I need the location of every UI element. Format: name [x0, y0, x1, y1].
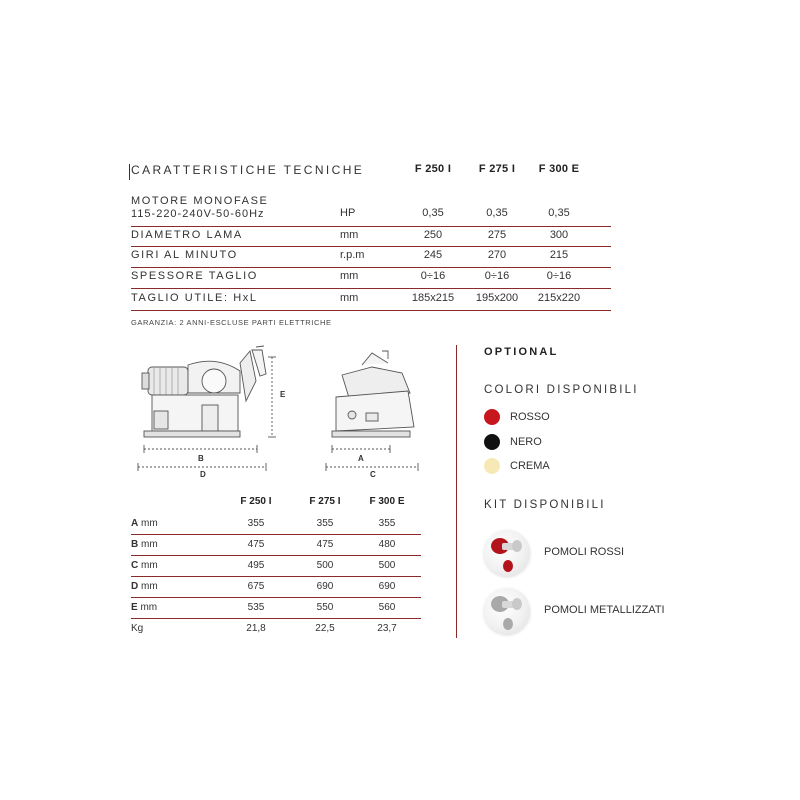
color-label-rosso: ROSSO: [510, 411, 550, 423]
spec-row-blade: [131, 227, 611, 247]
dim-unit: mm: [138, 539, 158, 550]
spec-value: 185x215: [411, 292, 455, 304]
spec-value: 0÷16: [420, 270, 446, 282]
dim-unit: mm: [138, 581, 158, 592]
dim-row-label: [131, 602, 157, 613]
colors-title: COLORI DISPONIBILI: [484, 384, 639, 396]
dim-row-c: [131, 556, 421, 577]
dim-key: E: [131, 602, 138, 613]
spec-value: 215x220: [537, 292, 581, 304]
swatch-crema[interactable]: [484, 458, 500, 474]
dim-value: 500: [378, 560, 396, 571]
dim-row-label: [131, 560, 158, 571]
dim-value: 690: [316, 581, 334, 592]
kits-title: KIT DISPONIBILI: [484, 499, 606, 511]
dim-row-b: [131, 535, 421, 556]
spec-value: 250: [423, 229, 443, 241]
spec-value: 245: [423, 249, 443, 261]
kit-label-red-knobs: POMOLI ROSSI: [544, 546, 625, 558]
dim-value: 550: [316, 602, 334, 613]
dim-value: 475: [316, 539, 334, 550]
spec-row-motor: [131, 195, 611, 227]
spec-value: 300: [549, 229, 569, 241]
dim-label-a: A: [358, 454, 364, 463]
spec-col-f250: F 250 I: [414, 163, 452, 175]
dim-unit: mm: [138, 560, 158, 571]
dim-label-c: C: [370, 470, 376, 479]
spec-unit: mm: [340, 270, 359, 282]
spec-row-rpm: [131, 247, 611, 268]
spec-value: 215: [549, 249, 569, 261]
kit-thumb-red-knobs[interactable]: [484, 530, 530, 576]
dim-col-f250: F 250 I: [240, 496, 272, 507]
spec-label: TAGLIO UTILE: HxL: [131, 292, 258, 304]
side-view-drawing: [322, 345, 432, 485]
dim-key: C: [131, 560, 139, 571]
dim-value: 22,5: [315, 623, 335, 634]
spec-unit: r.p.m: [340, 249, 365, 261]
spec-col-f300: F 300 E: [538, 163, 580, 175]
dim-value: 21,8: [246, 623, 266, 634]
dim-key: D: [131, 581, 139, 592]
dim-value: 560: [378, 602, 396, 613]
dim-value: 355: [316, 518, 334, 529]
color-label-nero: NERO: [510, 436, 542, 448]
dim-value: 475: [247, 539, 265, 550]
spec-label: MOTORE MONOFASE: [131, 195, 269, 207]
dim-value: 355: [247, 518, 265, 529]
spec-col-f275: F 275 I: [478, 163, 516, 175]
warranty-note: GARANZIA: 2 ANNI-ESCLUSE PARTI ELETTRICHE: [131, 318, 332, 327]
kit-label-metal-knobs: POMOLI METALLIZZATI: [544, 604, 665, 616]
spec-value: 0÷16: [546, 270, 572, 282]
dim-row-d: [131, 577, 421, 598]
specs-title: CARATTERISTICHE TECNICHE: [131, 163, 365, 177]
dim-row-a: [131, 514, 421, 535]
swatch-nero[interactable]: [484, 434, 500, 450]
dim-value: 23,7: [377, 623, 397, 634]
dim-unit: mm: [137, 602, 158, 613]
red-knob-icon: [484, 530, 530, 576]
swatch-rosso[interactable]: [484, 409, 500, 425]
dim-value: 480: [378, 539, 396, 550]
metal-knob-icon: [484, 588, 530, 634]
spec-value: 195x200: [475, 292, 519, 304]
dim-key: B: [131, 539, 139, 550]
optional-title: OPTIONAL: [484, 346, 559, 358]
spec-label: SPESSORE TAGLIO: [131, 270, 258, 282]
dim-col-f300: F 300 E: [369, 496, 405, 507]
dim-col-f275: F 275 I: [309, 496, 341, 507]
dim-row-label: [131, 518, 158, 529]
dim-value: 355: [378, 518, 396, 529]
dim-value: 690: [378, 581, 396, 592]
spec-value: 0,35: [486, 207, 508, 219]
spec-label: DIAMETRO LAMA: [131, 229, 243, 241]
front-view-drawing: [132, 345, 292, 485]
spec-label-voltage: 115-220-240V-50-60Hz: [131, 208, 265, 220]
dim-row-e: [131, 598, 421, 619]
dim-row-weight: [131, 619, 421, 639]
spec-unit: mm: [340, 292, 359, 304]
dim-value: 535: [247, 602, 265, 613]
dim-label-b: B: [198, 454, 204, 463]
spec-value: 0÷16: [484, 270, 510, 282]
dim-unit: Kg: [131, 623, 144, 634]
dim-unit: mm: [138, 518, 158, 529]
dim-key: A: [131, 518, 139, 529]
spec-label: GIRI AL MINUTO: [131, 249, 238, 261]
dim-row-label: [131, 581, 158, 592]
spec-value: 270: [487, 249, 507, 261]
spec-unit: mm: [340, 229, 359, 241]
dim-value: 675: [247, 581, 265, 592]
dim-value: 495: [247, 560, 265, 571]
dim-row-label: [131, 539, 158, 550]
dim-label-d: D: [200, 470, 206, 479]
kit-thumb-metal-knobs[interactable]: [484, 588, 530, 634]
vertical-divider: [456, 345, 457, 638]
dim-row-label: [131, 623, 143, 634]
spec-value: 0,35: [548, 207, 570, 219]
dim-value: 500: [316, 560, 334, 571]
spec-row-thickness: [131, 268, 611, 289]
spec-value: 0,35: [422, 207, 444, 219]
spec-row-cut: [131, 289, 611, 311]
spec-value: 275: [487, 229, 507, 241]
color-label-crema: CREMA: [510, 460, 550, 472]
spec-unit: HP: [340, 207, 356, 219]
dim-label-e: E: [280, 390, 286, 399]
